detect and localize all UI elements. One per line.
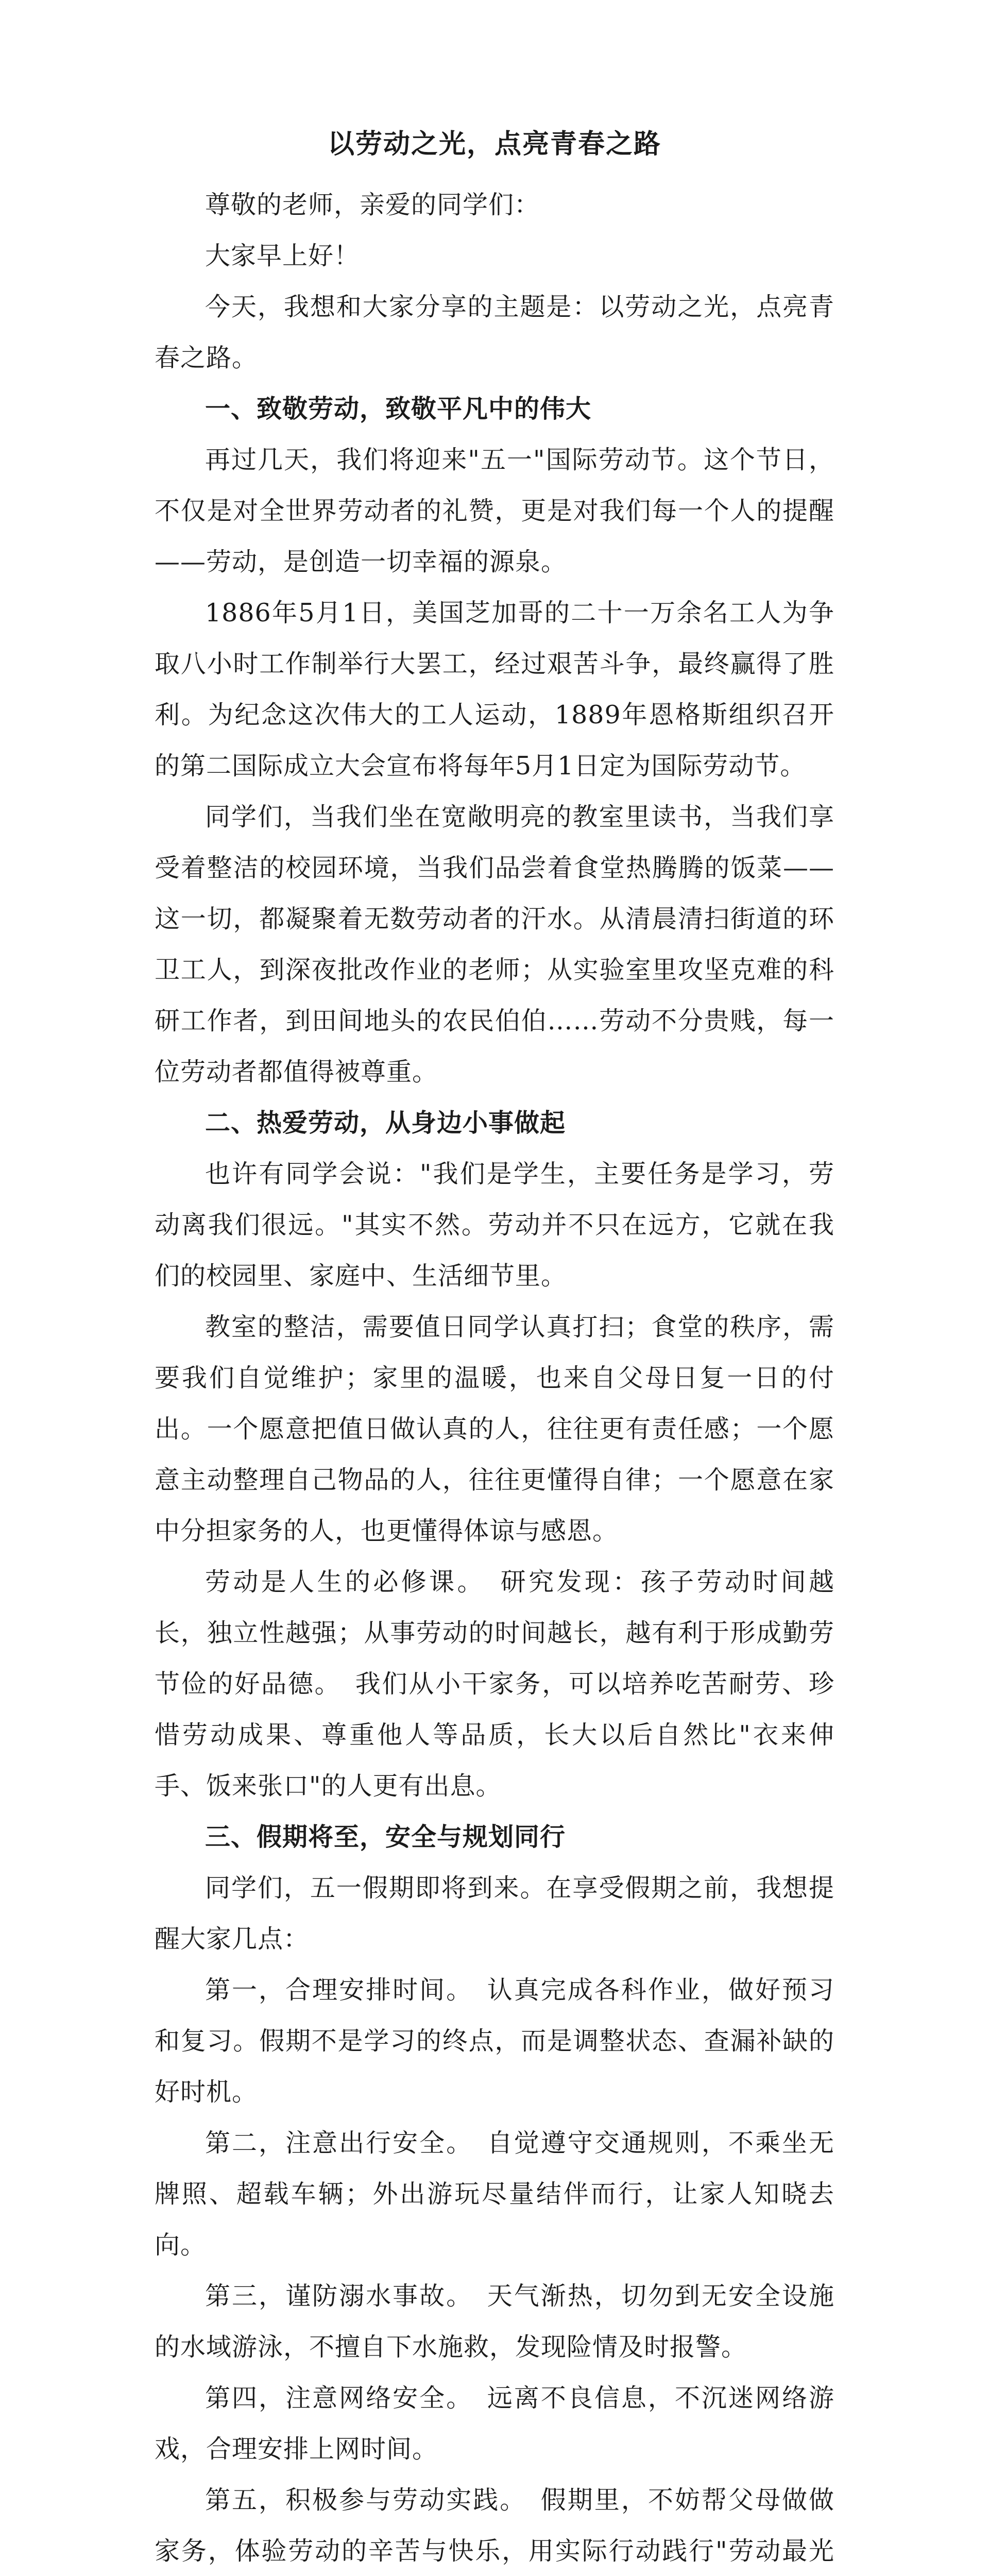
paragraph: 第五，积极参与劳动实践。 假期里，不妨帮父母做做家务，体验劳动的辛苦与快乐，用实际行动践行"劳动最光 (155, 2485, 834, 2566)
section-heading: 二、热爱劳动，从身边小事做起 (205, 1108, 566, 1138)
paragraph: 第三，谨防溺水事故。 天气渐热，切勿到无安全设施的水域游泳，不擅自下水施救，发现险情及时报警。 (155, 2281, 834, 2362)
section-heading: 一、致敬劳动，致敬平凡中的伟大 (205, 394, 592, 423)
paragraph: 今天，我想和大家分享的主题是：以劳动之光，点亮青春之路。 (155, 292, 834, 372)
paragraph: 第一，合理安排时间。 认真完成各科作业，做好预习和复习。假期不是学习的终点，而是调整状态、查漏补缺的好时机。 (155, 1975, 834, 2107)
speech-title: 以劳动之光，点亮青春之路 (327, 128, 661, 160)
paragraph: 也许有同学会说："我们是学生，主要任务是学习，劳动离我们很远。"其实不然。劳动并不只在远方，它就在我们的校园里、家庭中、生活细节里。 (155, 1159, 834, 1291)
paragraph: 第四，注意网络安全。 远离不良信息，不沉迷网络游戏，合理安排上网时间。 (155, 2383, 834, 2464)
section-heading: 三、假期将至，安全与规划同行 (205, 1822, 566, 1852)
paragraph: 尊敬的老师，亲爱的同学们： (205, 190, 540, 219)
paragraph: 再过几天，我们将迎来"五一"国际劳动节。这个节日，不仅是对全世界劳动者的礼赞，更是对我们每一个人的提醒——劳动，是创造一切幸福的源泉。 (155, 445, 834, 577)
paragraph: 第二，注意出行安全。 自觉遵守交通规则，不乘坐无牌照、超载车辆；外出游玩尽量结伴而行，让家人知晓去向。 (155, 2128, 834, 2260)
paragraph: 劳动是人生的必修课。 研究发现：孩子劳动时间越长，独立性越强；从事劳动的时间越长，越有利于形成勤劳节俭的好品德。 我们从小干家务，可以培养吃苦耐劳、珍惜劳动成果、尊重他人等品质，长大以后自然比"衣来伸手、饭来张口"的人更有出息。 (155, 1567, 834, 1801)
paragraph: 同学们，当我们坐在宽敞明亮的教室里读书，当我们享受着整洁的校园环境，当我们品尝着食堂热腾腾的饭菜——这一切，都凝聚着无数劳动者的汗水。从清晨清扫街道的环卫工人，到深夜批改作业的老师；从实验室里攻坚克难的科研工作者，到田间地头的农民伯伯……劳动不分贵贱，每一位劳动者都值得被尊重。 (155, 802, 834, 1087)
paragraph: 大家早上好！ (205, 241, 360, 270)
paragraph: 教室的整洁，需要值日同学认真打扫；食堂的秩序，需要我们自觉维护；家里的温暖，也来自父母日复一日的付出。一个愿意把值日做认真的人，往往更有责任感；一个愿意主动整理自己物品的人，往往更懂得自律；一个愿意在家中分担家务的人，也更懂得体谅与感恩。 (155, 1312, 834, 1546)
paragraph: 1886年5月1日，美国芝加哥的二十一万余名工人为争取八小时工作制举行大罢工，经过艰苦斗争，最终赢得了胜利。为纪念这次伟大的工人运动，1889年恩格斯组织召开的第二国际成立大会宣布将每年5月1日定为国际劳动节。 (155, 598, 834, 781)
paragraph: 同学们，五一假期即将到来。在享受假期之前，我想提醒大家几点： (155, 1873, 834, 1954)
speech-body (155, 179, 834, 2576)
